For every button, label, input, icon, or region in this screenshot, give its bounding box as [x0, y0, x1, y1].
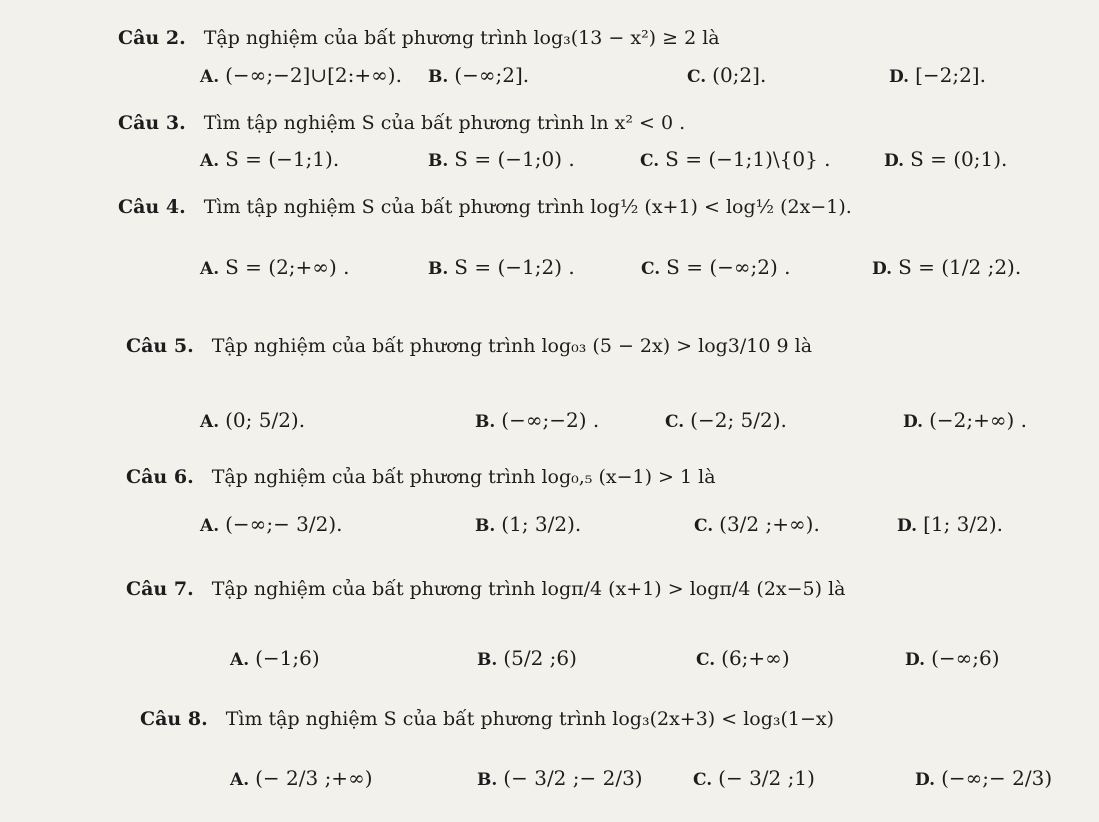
question-8-stem: Câu 8. Tìm tập nghiệm S của bất phương trình log₃(2x+3) < log₃(1−x)	[140, 708, 835, 730]
option-5a: A. (0; 5/2).	[200, 408, 306, 432]
option-6d: D. [1; 3/2).	[897, 512, 1004, 536]
option-6a: A. (−∞;− 3/2).	[200, 512, 343, 536]
option-3a: A. S = (−1;1).	[200, 147, 340, 171]
question-4-stem: Câu 4. Tìm tập nghiệm S của bất phương trình log½ (x+1) < log½ (2x−1).	[118, 196, 852, 218]
question-6-stem: Câu 6. Tập nghiệm của bất phương trình log₀,₅ (x−1) > 1 là	[126, 466, 716, 488]
option-8a: A. (− 2/3 ;+∞)	[230, 766, 373, 790]
option-8c: C. (− 3/2 ;1)	[693, 766, 815, 790]
option-2d: D. [−2;2].	[889, 63, 986, 87]
option-3b: B. S = (−1;0) .	[428, 147, 575, 171]
option-7c: C. (6;+∞)	[696, 646, 790, 670]
option-5d: D. (−2;+∞) .	[903, 408, 1028, 432]
option-3d: D. S = (0;1).	[884, 147, 1008, 171]
option-4d: D. S = (1/2 ;2).	[872, 255, 1022, 279]
option-6c: C. (3/2 ;+∞).	[694, 512, 820, 536]
question-3-stem: Câu 3. Tìm tập nghiệm S của bất phương trình ln x² < 0 .	[118, 112, 686, 134]
option-7a: A. (−1;6)	[230, 646, 320, 670]
option-4a: A. S = (2;+∞) .	[200, 255, 350, 279]
option-3c: C. S = (−1;1)\{0} .	[640, 147, 831, 171]
option-7d: D. (−∞;6)	[905, 646, 1000, 670]
question-7-stem: Câu 7. Tập nghiệm của bất phương trình logπ/4 (x+1) > logπ/4 (2x−5) là	[126, 578, 846, 600]
option-4b: B. S = (−1;2) .	[428, 255, 575, 279]
option-5c: C. (−2; 5/2).	[665, 408, 787, 432]
option-2c: C. (0;2].	[687, 63, 767, 87]
option-5b: B. (−∞;−2) .	[475, 408, 600, 432]
option-7b: B. (5/2 ;6)	[477, 646, 577, 670]
option-8b: B. (− 3/2 ;− 2/3)	[477, 766, 643, 790]
option-4c: C. S = (−∞;2) .	[641, 255, 791, 279]
option-2b: B. (−∞;2].	[428, 63, 530, 87]
question-2-stem: Câu 2. Tập nghiệm của bất phương trình log₃(13 − x²) ≥ 2 là	[118, 27, 720, 49]
option-6b: B. (1; 3/2).	[475, 512, 582, 536]
option-8d: D. (−∞;− 2/3)	[915, 766, 1053, 790]
option-2a: A. (−∞;−2]∪[2:+∞).	[200, 63, 402, 87]
question-5-stem: Câu 5. Tập nghiệm của bất phương trình log₀₃ (5 − 2x) > log3/10 9 là	[126, 335, 813, 357]
